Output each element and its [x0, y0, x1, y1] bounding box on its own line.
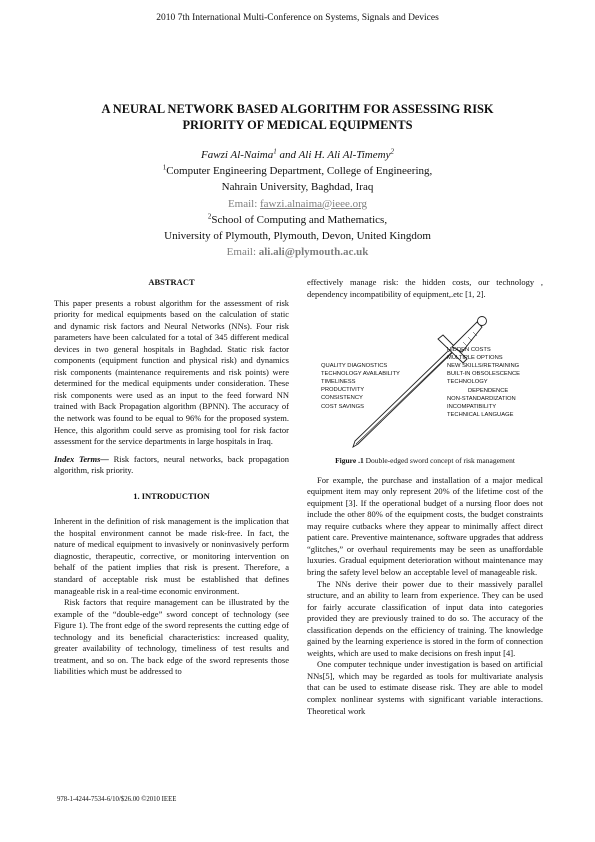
- front-label: QUALITY DIAGNOSTICS: [321, 363, 388, 370]
- affiliation-1-line-1: [40, 163, 555, 179]
- back-label: BUILT-IN OBSOLESCENCE: [447, 371, 521, 378]
- intro-paragraph-2-continued: effectively manage risk: the hidden costs, our technology , dependency incompatibility of equipment,.etc [1, 2].: [307, 277, 543, 299]
- caption-text: Double-edged sword concept of risk management: [363, 456, 515, 466]
- intro-paragraph-5: One computer technique under investigation is based on artificial NNs[5], which may be regarded as tools for multivariate analysis that can be used to estimate disease risk. They are able to model complex nonlinear systems with significant variable interactions. Theoretical work: [307, 659, 543, 716]
- affiliation-1-sup: 1: [162, 163, 167, 172]
- back-label: INCOMPATIBILITY: [447, 403, 497, 410]
- affiliation-2-line-1: [40, 212, 555, 228]
- intro-paragraph-3: For example, the purchase and installation of a major medical equipment item may only represent 20% of the lifetime cost of the equipment [3]. If the operational budget of a nursing floor does not include the other 80% of the equipment costs, the budget constraints may require cutbacks where they appear to minimally affect direct patient care. Preventive maintenance, software upgrades that address “glitches,” or overhaul requirements may be seen as unaffordable luxuries. Gradual equipment deterioration without maintenance may bring the safety level below an acceptable level of manageable risk.: [307, 474, 543, 578]
- email-2-line: [40, 244, 555, 260]
- author-block: [40, 147, 555, 260]
- affiliation-1-line-2: Nahrain University, Baghdad, Iraq: [221, 181, 374, 194]
- title-line-2: PRIORITY OF MEDICAL EQUIPMENTS: [182, 118, 413, 132]
- figure-back-edge-labels: [447, 346, 520, 419]
- author-1: Fawzi Al-Naima: [201, 149, 274, 161]
- back-label: HIDDEN COSTS: [447, 347, 491, 354]
- front-label: CONSISTENCY: [321, 395, 363, 402]
- author-separator: and: [279, 149, 297, 161]
- author-2: Ali H. Ali Al-Timemy: [298, 149, 391, 161]
- index-terms-dash: —: [100, 453, 109, 464]
- abstract-text: This paper presents a robust algorithm for the assessment of risk priority for medical equipments based on the calculation of static and dynamic risk factors and Neural Networks (NNs). Four risk parameters have been calculated for a total of 345 different medical devices in two general hospitals in Baghdad. Static risk factor components (equipment function and physical risk) and dynamics risk components (maintenance requirements and risk points) were determined for the medical equipments under consideration. These risk components were used as an input to the feed forward NN trained with Back Propagation algorithm (BPNN). The accuracy of the network was found to be equal to 96% for the proposed system. Hence, this algorithm could serve as promising tool for risk factor assessment for the service departments in large hospitals in Iraq.: [54, 297, 289, 447]
- intro-paragraph-1: Inherent in the definition of risk management is the implication that the hospital environment cannot be made risk-free. In fact, the nature of medical equipment to invasively or noninvasively perform diagnostic, therapeutic, corrective, or monitoring intervention on behalf of the patient implies that risk is present. Therefore, a standard of acceptable risk must be established that defines manageable risk in a real-time economic environment.: [54, 516, 289, 596]
- front-label: TECHNOLOGY AVAILABILITY: [321, 371, 400, 378]
- front-label: COST SAVINGS: [321, 403, 364, 410]
- back-label: NEW SKILLS/RETRAINING: [447, 363, 520, 370]
- front-label: PRODUCTIVITY: [321, 387, 365, 394]
- affiliation-2-sup: 2: [207, 212, 212, 221]
- email-2-link[interactable]: ali.ali@plymouth.ac.uk: [258, 246, 369, 259]
- email-1-link[interactable]: fawzi.alnaima@ieee.org: [260, 197, 368, 210]
- copyright-footer: 978-1-4244-7534-6/10/$26.00 ©2010 IEEE: [57, 796, 177, 803]
- back-label: MULTIPLE OPTIONS: [447, 355, 503, 362]
- intro-paragraph-4: The NNs derive their power due to their massively parallel structure, and an ability to learn from experience. They can be used for fairly accurate classification of input data into categories provided they are previously trained to do so. The accuracy of the classification depends on the efficiency of training. The knowledge gained by the learning experience is stored in the form of connection weights, which are used to make decisions on fresh input [4].: [307, 578, 543, 658]
- email-2-label: Email:: [226, 246, 256, 259]
- introduction-heading: 1. INTRODUCTION: [133, 490, 210, 501]
- index-terms-label: Index Terms: [54, 453, 101, 464]
- index-terms: [54, 454, 289, 477]
- back-label: TECHNICAL LANGUAGE: [447, 411, 514, 418]
- figure-1-caption: [307, 455, 543, 467]
- back-label: DEPENDENCE: [468, 387, 509, 394]
- author-1-sup: 1: [273, 147, 277, 156]
- back-label: TECHNOLOGY: [447, 379, 488, 386]
- conference-header: 2010 7th International Multi-Conference on Systems, Signals and Devices: [156, 13, 439, 23]
- caption-label: Figure .1: [335, 456, 364, 466]
- right-column: [307, 277, 543, 717]
- email-1-line: [40, 196, 555, 212]
- sword-pommel: [478, 317, 487, 326]
- email-1-label: Email:: [227, 197, 258, 210]
- author-2-sup: 2: [390, 147, 394, 156]
- figure-1: [307, 304, 543, 451]
- author-names: [40, 147, 555, 163]
- left-column: [54, 277, 289, 678]
- back-label: NON-STANDARDIZATION: [447, 395, 516, 402]
- title-line-1: A NEURAL NETWORK BASED ALGORITHM FOR ASSESSING RISK: [101, 102, 494, 116]
- figure-front-edge-labels: [321, 362, 400, 411]
- index-terms-text: Risk factors, neural networks, back propagation algorithm, risk priority.: [54, 453, 289, 476]
- paper-title: [55, 101, 540, 133]
- abstract-heading: ABSTRACT: [148, 277, 195, 287]
- affiliation-2-text: School of Computing and Mathematics,: [211, 213, 388, 226]
- intro-paragraph-2: Risk factors that require management can be illustrated by the example of the “double-edge” sword concept of technology (see Figure 1). The front edge of the sword represents the cutting edge of technology and its beneficial characteristics: increased quality, greater availability of technology, timeliness of test results and treatment, and so on. The back edge of the sword represents those liabilities which must be addressed to: [54, 597, 289, 677]
- front-label: TIMELINESS: [321, 379, 356, 386]
- affiliation-2-line-2: University of Plymouth, Plymouth, Devon, United Kingdom: [164, 230, 431, 243]
- affiliation-1-text: Computer Engineering Department, College of Engineering,: [166, 165, 433, 178]
